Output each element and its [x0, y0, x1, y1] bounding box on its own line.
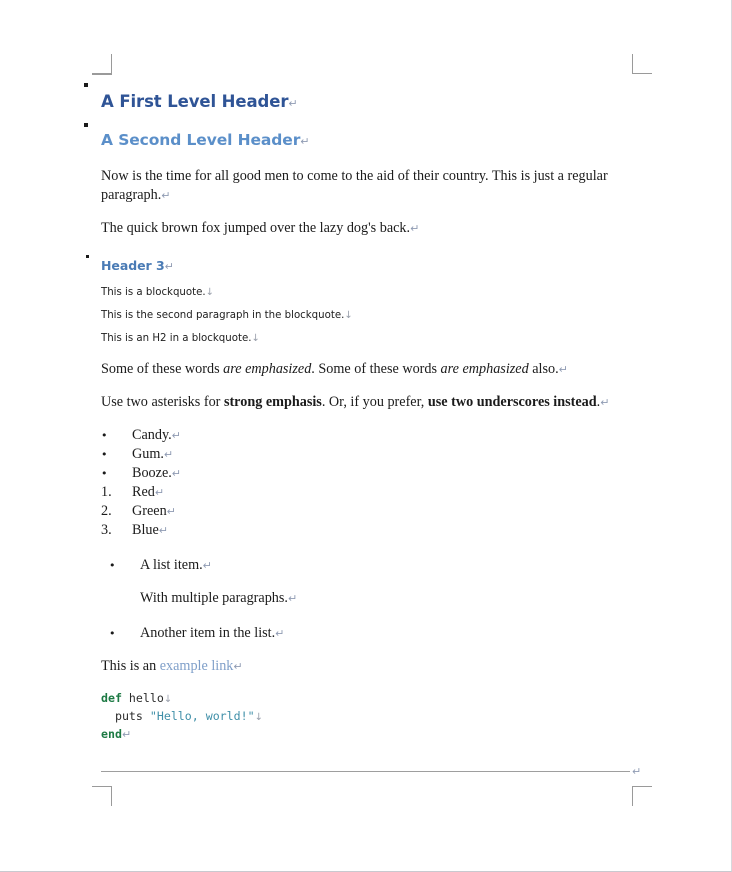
code-keyword-end: end [101, 727, 122, 741]
emphasis-segment-1: Some of these words [101, 361, 224, 377]
line-break-mark: ↓ [205, 287, 214, 298]
link-paragraph [101, 657, 639, 676]
line-break-mark: ↓ [254, 712, 263, 723]
paragraph-mark: ↵ [161, 189, 171, 202]
blockquote-line-3 [101, 332, 639, 346]
line-break-mark: ↓ [251, 333, 260, 344]
bullet-marker: • [101, 467, 108, 480]
list-item [101, 445, 639, 464]
paragraph-mark: ↵ [164, 260, 174, 273]
line-break-mark: ↓ [344, 310, 353, 321]
paragraph-mark: ↵ [275, 627, 285, 640]
list-item-text: Candy. [132, 427, 172, 443]
link-prefix-text: This is an [101, 658, 160, 674]
horizontal-rule-row [101, 765, 642, 779]
list-item [101, 426, 639, 445]
code-string-literal: "Hello, world!" [149, 709, 255, 723]
paragraph-mark: ↵ [166, 505, 176, 518]
strong-segment-2: . Or, if you prefer, [321, 394, 428, 410]
emphasis-segment-2: . Some of these words [311, 361, 441, 377]
heading-level-1 [101, 92, 639, 114]
paragraph-mark: ↵ [171, 429, 181, 442]
number-marker: 1. [101, 484, 112, 500]
emphasis-segment-3: also. [528, 361, 559, 377]
strong-text-1: strong emphasis [223, 394, 322, 410]
heading-level-3 [101, 258, 639, 275]
code-indent [101, 709, 115, 723]
paragraph-mark: ↵ [163, 448, 174, 461]
blockquote-line-1 [101, 286, 639, 300]
paragraph-mark: ↵ [233, 660, 243, 673]
intro-line-1: Now is the time for all good men to come to the aid of their country. This is just a [101, 168, 564, 184]
horizontal-rule [101, 771, 630, 772]
strong-segment-1: Use two asterisks for [101, 394, 224, 410]
paragraph-mark: ↵ [288, 97, 298, 110]
strong-emphasis-paragraph [101, 393, 639, 412]
blockquote-text: This is the second paragraph in the blockquote. [101, 310, 345, 321]
list-item-text: Booze. [132, 465, 172, 481]
bulleted-list [101, 426, 639, 483]
text-boundary-mark-top-right [632, 54, 652, 74]
paragraph-mark: ↵ [300, 135, 310, 148]
bullet-marker: • [101, 448, 108, 461]
intro-line-2: regular paragraph. [101, 168, 608, 203]
loose-bulleted-list [101, 556, 639, 643]
list-item-text: Another item in the list. [140, 625, 276, 641]
line-break-mark: ↓ [163, 694, 173, 705]
keep-with-next-marker [84, 83, 88, 87]
paragraph-mark: ↵ [558, 363, 568, 376]
list-item-text: Gum. [132, 446, 164, 462]
heading-level-3-text: Header 3 [101, 258, 165, 273]
list-item [101, 483, 639, 502]
blockquote-text: This is an H2 in a blockquote. [101, 333, 252, 344]
list-item [109, 556, 639, 575]
number-marker: 2. [101, 503, 112, 519]
bullet-marker: • [109, 559, 116, 572]
emphasis-paragraph [101, 360, 639, 379]
paragraph-mark: ↵ [410, 222, 420, 235]
code-keyword-def: def [101, 691, 122, 705]
list-item [101, 502, 639, 521]
text-boundary-mark-top-left [92, 54, 112, 75]
code-block [101, 690, 639, 743]
paragraph-mark: ↵ [600, 396, 610, 409]
paragraph-mark: ↵ [632, 765, 642, 778]
paragraph-mark: ↵ [158, 524, 169, 537]
list-item-continuation-text: With multiple paragraphs. [140, 590, 288, 606]
numbered-list [101, 483, 639, 540]
bullet-marker: • [109, 627, 116, 640]
strong-segment-3: . [596, 394, 601, 410]
blockquote-line-2 [101, 309, 639, 323]
paragraph-mark: ↵ [202, 559, 212, 572]
intro-paragraph [101, 167, 639, 205]
code-identifier-puts: puts [114, 709, 150, 723]
emphasized-text-2: are emphasized [440, 361, 529, 377]
paragraph-mark: ↵ [171, 467, 182, 480]
list-item [101, 521, 639, 540]
paragraph-mark: ↵ [287, 592, 298, 605]
number-marker: 3. [101, 522, 112, 538]
strong-text-2: use two underscores instead [427, 394, 597, 410]
example-link[interactable]: example link [159, 658, 234, 674]
paragraph-mark: ↵ [121, 728, 132, 741]
list-item-continuation-paragraph [140, 589, 639, 608]
text-boundary-mark-bottom-left [92, 786, 112, 806]
document-body [101, 92, 642, 779]
paragraph-mark: ↵ [154, 486, 165, 499]
heading-level-2-text: A Second Level Header [101, 131, 301, 149]
list-item-text: Blue [132, 522, 159, 538]
list-item [109, 624, 639, 643]
list-item-text: A list item. [140, 557, 203, 573]
pangram-text: The quick brown fox jumped over the lazy dog's back. [101, 220, 411, 236]
text-boundary-mark-bottom-right [632, 786, 652, 806]
keep-with-next-marker [86, 255, 89, 258]
emphasized-text-1: are emphasized [223, 361, 312, 377]
heading-level-2 [101, 130, 639, 152]
keep-with-next-marker [84, 123, 88, 127]
heading-level-1-text: A First Level Header [101, 92, 289, 111]
blockquote-text: This is a blockquote. [101, 287, 206, 298]
code-identifier-hello: hello [121, 691, 164, 705]
list-item [101, 464, 639, 483]
bullet-marker: • [101, 429, 108, 442]
list-item-text: Green [132, 503, 167, 519]
list-item-text: Red [132, 484, 155, 500]
pangram-paragraph [101, 219, 639, 238]
